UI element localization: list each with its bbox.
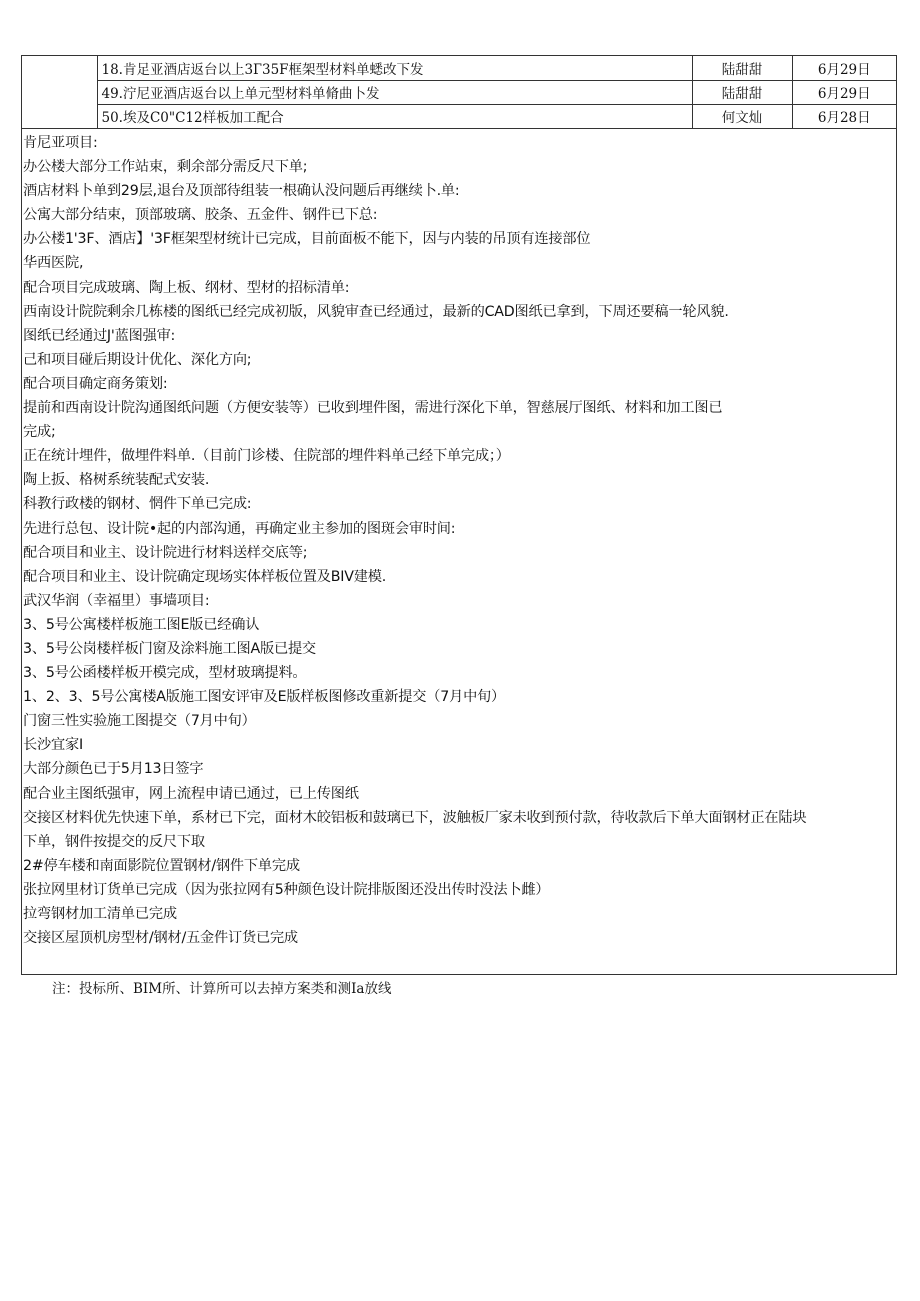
note-line: 正在统计埋件，做埋件料单.（目前门诊楼、住院部的埋件料单己经下单完成；） xyxy=(23,448,510,465)
task-cell: 50.埃及C0"C12样板加工配合 xyxy=(97,104,692,128)
person-cell: 陆甜甜 xyxy=(692,56,792,80)
note-line: 办公楼大部分工作站束，剩余部分需反尺下单; xyxy=(23,159,308,176)
note-line: 交接区屋顶机房型材/钢材/五金件订货已完成 xyxy=(23,930,298,947)
note-line: 己和项目碰后期设计优化、深化方向; xyxy=(23,351,252,368)
note-line: 肯尼亚项目: xyxy=(23,135,98,151)
note-line: 门窗三性实验施工图提交（7月中旬） xyxy=(23,713,256,730)
date-cell: 6月28日 xyxy=(792,104,896,128)
note-line: 3、5号公函楼样板开模完成，型材玻璃提料。 xyxy=(23,665,307,682)
note-line: 配合项目完成玻璃、陶上板、纲材、型材的招标清单: xyxy=(23,279,350,296)
note-line: 完成; xyxy=(23,424,56,441)
footnote: 注：投标所、BIM所、计算所可以去掉方案类和测Ia放线 xyxy=(52,981,392,997)
blank-cell xyxy=(22,56,97,128)
note-line: 先进行总包、设计院•起的内部沟通，再确定业主参加的图斑会审时间: xyxy=(23,520,456,537)
note-line: 西南设计院院剩余几栋楼的图纸已经完成初版，风貌审查已经通过，最新的CAD图纸已拿到，下周还要稿一轮风貌. xyxy=(23,303,729,320)
progress-notes xyxy=(22,131,896,950)
task-cell: 49.泞尼亚酒店返台以上单元型材料单脩曲卜发 xyxy=(97,80,692,104)
note-line: 武汉华润（幸福里）事墙项目: xyxy=(23,592,210,609)
note-line: 配合业主图纸强审，网上流程申请已通过，已上传图纸 xyxy=(23,785,359,802)
note-line: 长沙宜家I xyxy=(23,737,83,754)
note-line: 陶上扳、格树系统装配式安装. xyxy=(23,472,210,489)
table-row xyxy=(22,104,896,128)
note-line: 2#停车楼和南面影院位置钢材/钢件下单完成 xyxy=(23,857,300,874)
note-line: 3、5号公岗楼样板门窗及涂料施工图A版已提交 xyxy=(23,640,316,657)
note-line: 科教行政楼的钢材、惘件下单已完成: xyxy=(23,496,252,513)
note-line: 酒店材料卜单到29层,退台及顶部待组装一根确认没问题后再继续卜.单: xyxy=(23,183,460,200)
note-line: 3、5号公寓楼样板施工图E版已经确认 xyxy=(23,616,260,633)
task-table xyxy=(22,56,896,129)
note-line: 1、2、3、5号公寓楼A版施工图安评审及E版样板图修改重新提交（7月中旬） xyxy=(23,689,506,706)
note-line: 公寓大部分结束，顶部玻璃、胶条、五金件、钢件已下总: xyxy=(23,207,378,224)
note-line: 拉弯钢材加工清单已完成 xyxy=(23,906,177,922)
person-cell: 何文灿 xyxy=(692,104,792,128)
note-line: 配合项目确定商务策划: xyxy=(23,375,168,392)
note-line: 图纸已经通过J'蓝图强审: xyxy=(23,327,176,344)
table-row xyxy=(22,56,896,80)
note-line: 提前和西南设计院沟通图纸问题（方便安装等）已收到埋件图，需进行深化下单，智慈展厅图纸、材料和加工图已 xyxy=(23,400,723,417)
note-line: 下单，钢件按提交的反尺下取 xyxy=(23,833,205,850)
task-cell: 18.肯足亚酒店返台以上3Г35F框架型材料单蟋改下发 xyxy=(97,56,692,80)
note-line: 张拉网里材订货单已完成（因为张拉网有5种颜色设计院排版图还没出传时没法卜雌） xyxy=(23,881,550,898)
table-row xyxy=(22,80,896,104)
date-cell: 6月29日 xyxy=(792,56,896,80)
person-cell: 陆甜甜 xyxy=(692,80,792,104)
date-cell: 6月29日 xyxy=(792,80,896,104)
note-line: 办公楼1'3F、酒店】'3F框架型材统计已完成，目前面板不能下，因与内装的吊顶有连接部位 xyxy=(23,231,591,248)
note-line: 大部分颜色已于5月13日签字 xyxy=(23,761,204,778)
note-line: 配合项目和业主、设计院进行材料送样交底等; xyxy=(23,544,308,561)
note-line: 华西医院, xyxy=(23,255,84,272)
report-sheet xyxy=(21,55,897,975)
note-line: 交接区材料优先快速下单，系材已下完，面材木皎铝板和鼓璃已下，波触板厂家未收到预付款，待收款后下单大面钢材正在陆块 xyxy=(23,809,807,826)
note-line: 配合项目和业主、设计院确定现场实体样板位置及BIV建模. xyxy=(23,568,387,585)
